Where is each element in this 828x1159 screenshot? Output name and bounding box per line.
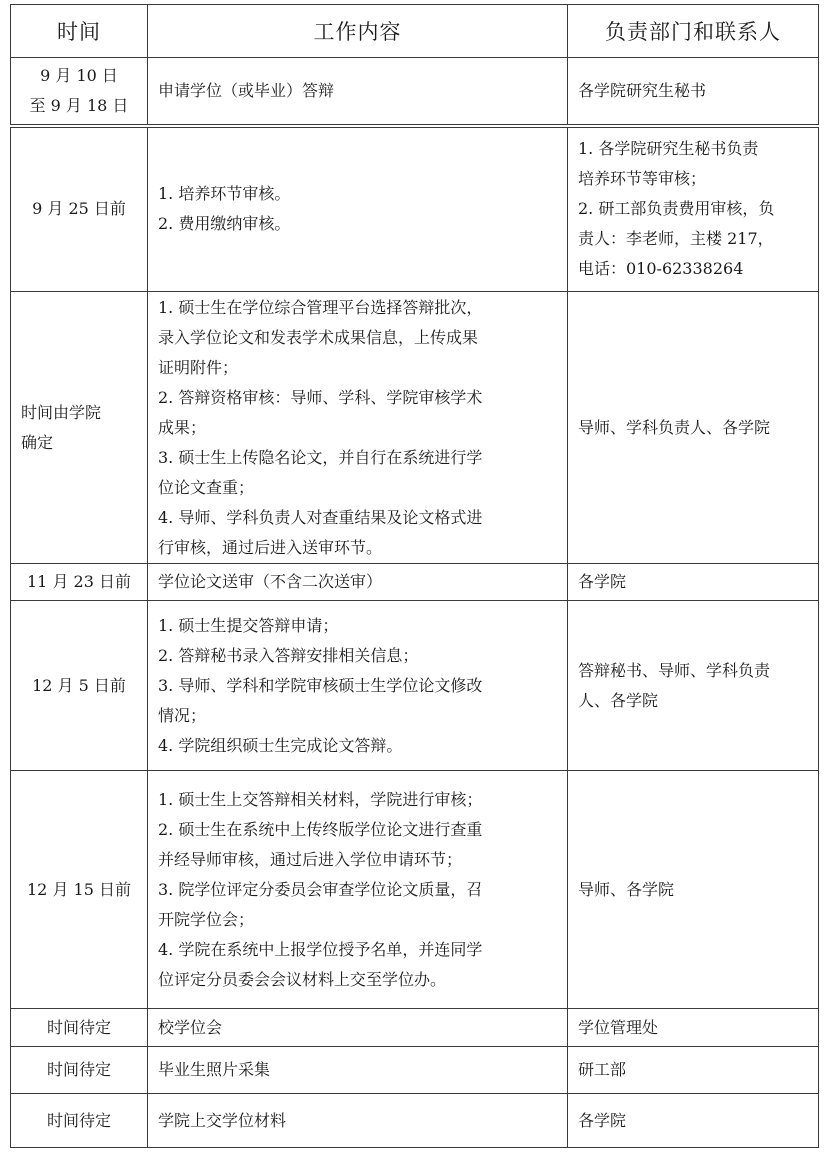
time-cell — [11, 1047, 148, 1094]
time-cell — [11, 58, 148, 126]
content-line: 1. 硕士生在学位综合管理平台选择答辩批次， — [158, 297, 483, 317]
header-row — [11, 5, 819, 58]
content-cell — [148, 58, 568, 126]
content-cell — [148, 771, 568, 1009]
content-line: 4. 学院组织硕士生完成论文答辩。 — [158, 735, 403, 755]
dept-line: 导师、各学院 — [578, 879, 675, 899]
header-dept: 负责部门和联系人 — [568, 5, 819, 58]
content-cell — [148, 1094, 568, 1148]
time-cell — [11, 564, 148, 601]
table-row — [11, 292, 819, 564]
content-line: 位论文查重； — [158, 477, 255, 497]
dept-line: 责人：李老师，主楼 217， — [578, 229, 774, 249]
time-line: 12 月 15 日前 — [27, 879, 131, 899]
table-row — [11, 1009, 819, 1047]
dept-line: 1. 各学院研究生秘书负责 — [578, 139, 759, 159]
time-line: 时间由学院 — [21, 402, 102, 422]
dept-line: 答辩秘书、导师、学科负责 — [578, 660, 771, 680]
dept-line: 学位管理处 — [578, 1017, 659, 1037]
content-line: 位评定分员委会会议材料上交至学位办。 — [158, 969, 447, 989]
content-line: 4. 学院在系统中上报学位授予名单，并连同学 — [158, 939, 483, 959]
content-line: 2. 答辩秘书录入答辩安排相关信息； — [158, 645, 419, 665]
content-cell — [148, 1047, 568, 1094]
dept-line: 各学院研究生秘书 — [578, 80, 707, 100]
table-row — [11, 58, 819, 126]
time-line: 9 月 10 日 — [40, 65, 118, 85]
content-line: 2. 费用缴纳审核。 — [158, 214, 291, 234]
content-line: 情况； — [158, 705, 207, 725]
dept-cell — [568, 1047, 819, 1094]
table-row — [11, 1047, 819, 1094]
time-line: 12 月 5 日前 — [32, 675, 126, 695]
content-line: 录入学位论文和发表学术成果信息，上传成果 — [158, 327, 479, 347]
content-line: 4. 导师、学科负责人对查重结果及论文格式进 — [158, 507, 483, 527]
content-line: 学院上交学位材料 — [158, 1110, 287, 1130]
time-line: 时间待定 — [46, 1060, 111, 1079]
dept-line: 研工部 — [578, 1060, 627, 1079]
content-line: 证明附件； — [158, 357, 239, 377]
content-line: 1. 硕士生上交答辩相关材料，学院进行审核； — [158, 789, 483, 809]
content-line: 1. 培养环节审核。 — [158, 184, 291, 204]
dept-line: 人、各学院 — [578, 690, 659, 710]
content-line: 毕业生照片采集 — [158, 1060, 271, 1079]
content-line: 申请学位（或毕业）答辩 — [158, 80, 335, 100]
time-line: 11 月 23 日前 — [27, 572, 131, 591]
content-line: 3. 硕士生上传隐名论文，并自行在系统进行学 — [158, 447, 483, 467]
dept-cell — [568, 771, 819, 1009]
content-line: 2. 硕士生在系统中上传终版学位论文进行查重 — [158, 819, 483, 839]
schedule-sheet — [10, 4, 818, 1154]
table-row — [11, 601, 819, 771]
dept-line: 2. 研工部负责费用审核，负 — [578, 199, 775, 219]
content-cell — [148, 564, 568, 601]
content-line: 校学位会 — [158, 1017, 223, 1037]
time-cell — [11, 1094, 148, 1148]
content-line: 开院学位会； — [158, 909, 255, 929]
time-line: 至 9 月 18 日 — [29, 95, 129, 115]
table-row — [11, 564, 819, 601]
content-cell — [148, 601, 568, 771]
content-line: 3. 院学位评定分委员会审查学位论文质量，召 — [158, 879, 483, 899]
header-content: 工作内容 — [148, 5, 568, 58]
content-line: 成果； — [158, 417, 207, 437]
time-cell — [11, 1009, 148, 1047]
dept-cell — [568, 601, 819, 771]
dept-cell — [568, 1009, 819, 1047]
dept-cell — [568, 564, 819, 601]
dept-line: 培养环节等审核； — [578, 169, 707, 189]
table-row — [11, 771, 819, 1009]
dept-cell — [568, 126, 819, 292]
dept-cell — [568, 292, 819, 564]
time-line: 9 月 25 日前 — [32, 199, 126, 219]
time-line: 时间待定 — [46, 1110, 111, 1130]
time-line: 确定 — [21, 432, 54, 452]
content-line: 学位论文送审（不含二次送审） — [158, 572, 383, 591]
time-cell — [11, 771, 148, 1009]
dept-line: 各学院 — [578, 572, 627, 591]
time-cell — [11, 601, 148, 771]
content-cell — [148, 292, 568, 564]
schedule-table — [10, 4, 819, 1148]
dept-line: 导师、学科负责人、各学院 — [578, 417, 771, 437]
dept-line: 各学院 — [578, 1110, 627, 1130]
dept-cell — [568, 1094, 819, 1148]
dept-line: 电话：010-62338264 — [578, 259, 744, 279]
content-cell — [148, 1009, 568, 1047]
content-line: 并经导师审核，通过后进入学位申请环节； — [158, 849, 463, 869]
content-cell — [148, 126, 568, 292]
time-cell — [11, 292, 148, 564]
time-cell — [11, 126, 148, 292]
time-line: 时间待定 — [46, 1017, 111, 1037]
table-row — [11, 126, 819, 292]
header-time: 时间 — [11, 5, 148, 58]
dept-cell — [568, 58, 819, 126]
content-line: 3. 导师、学科和学院审核硕士生学位论文修改 — [158, 675, 483, 695]
content-line: 2. 答辩资格审核：导师、学科、学院审核学术 — [158, 387, 483, 407]
table-row — [11, 1094, 819, 1148]
content-line: 1. 硕士生提交答辩申请； — [158, 615, 339, 635]
content-line: 行审核，通过后进入送审环节。 — [158, 537, 383, 557]
